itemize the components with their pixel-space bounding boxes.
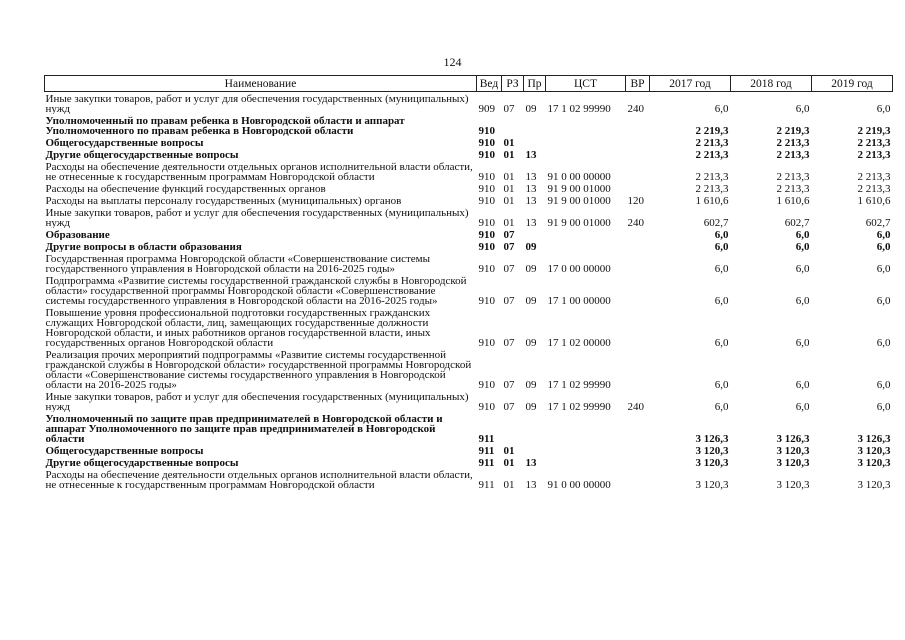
cell-2017: 602,7 (703, 217, 729, 228)
cell-2019: 6,0 (876, 295, 891, 306)
cell-cst: 91 9 00 01000 (547, 217, 611, 228)
cell-rz: 01 (503, 183, 515, 194)
table-row (45, 468, 893, 490)
cell-vr: 120 (627, 195, 644, 206)
cell-2018: 6,0 (795, 263, 810, 274)
table-row (45, 228, 893, 240)
cell-pr: 09 (525, 241, 537, 252)
cell-2019: 2 219,3 (857, 125, 891, 136)
cell-2018: 2 213,3 (776, 183, 810, 194)
cell-name: Другие общегосударственные вопросы (45, 457, 239, 468)
cell-2018: 6,0 (795, 229, 810, 240)
cell-2017: 6,0 (714, 241, 729, 252)
table-row (45, 240, 893, 252)
cell-2017: 3 120,3 (695, 445, 729, 456)
cell-2018: 6,0 (795, 337, 810, 348)
header-vr: ВР (626, 76, 650, 92)
header-cst: ЦСТ (546, 76, 626, 92)
cell-rz: 01 (503, 149, 515, 160)
cell-pr (524, 412, 546, 444)
cell-cst: 17 1 02 00000 (547, 337, 611, 348)
cell-name: Иные закупки товаров, работ и услуг для обеспечения государственных (муниципальных) нужд (45, 207, 469, 228)
cell-2019: 2 213,3 (857, 183, 891, 194)
cell-name: Общегосударственные вопросы (45, 445, 204, 456)
cell-vr (626, 160, 650, 182)
cell-2018: 3 126,3 (776, 433, 810, 444)
cell-name: Уполномоченный по правам ребенка в Новгородской области и аппарат Уполномоченного по правам ребенка в Новгородской области (45, 115, 405, 136)
cell-pr: 09 (525, 379, 537, 390)
cell-ved: 910 (478, 379, 495, 390)
cell-2017: 6,0 (714, 379, 729, 390)
cell-vr (626, 148, 650, 160)
cell-vr (626, 348, 650, 390)
cell-name: Расходы на обеспечение деятельности отдельных органов исполнительной власти области, не отнесенные к государственным программам Новгородской области (45, 469, 473, 490)
cell-pr: 09 (525, 295, 537, 306)
cell-cst (546, 456, 626, 468)
cell-rz: 07 (503, 401, 515, 412)
cell-2017: 3 126,3 (695, 433, 729, 444)
cell-2017: 6,0 (714, 337, 729, 348)
cell-vr (626, 444, 650, 456)
cell-2019: 6,0 (876, 263, 891, 274)
table-row (45, 160, 893, 182)
cell-2019: 3 120,3 (857, 479, 891, 490)
cell-name: Повышение уровня профессиональной подготовки государственных гражданских служащих Новгородской области, лиц, замещающих государственные должности Новгородской области, и иных работников органов государственной власти, иных государственных органов Новгородской области (45, 307, 431, 348)
cell-ved: 910 (478, 337, 495, 348)
cell-2019: 6,0 (876, 103, 891, 114)
cell-2018: 2 213,3 (776, 149, 810, 160)
cell-2017: 1 610,6 (695, 195, 729, 206)
cell-rz: 07 (503, 103, 515, 114)
cell-rz: 07 (503, 295, 515, 306)
cell-2017: 6,0 (714, 401, 729, 412)
cell-2018: 3 120,3 (776, 445, 810, 456)
budget-table (44, 75, 893, 490)
table-row (45, 194, 893, 206)
header-rz: РЗ (502, 76, 524, 92)
cell-2019: 6,0 (876, 241, 891, 252)
table-row (45, 390, 893, 412)
cell-2017: 6,0 (714, 295, 729, 306)
cell-ved: 910 (478, 401, 495, 412)
cell-pr: 13 (525, 217, 537, 228)
cell-ved: 910 (478, 149, 495, 160)
cell-pr: 13 (525, 195, 537, 206)
cell-cst (546, 148, 626, 160)
header-name: Наименование (45, 76, 477, 92)
cell-2019: 1 610,6 (857, 195, 891, 206)
table-row (45, 182, 893, 194)
page-number: 124 (443, 55, 462, 69)
cell-cst (546, 228, 626, 240)
table-row (45, 274, 893, 306)
cell-2017: 2 219,3 (695, 125, 729, 136)
cell-pr (524, 136, 546, 148)
cell-vr: 240 (627, 401, 644, 412)
cell-cst (546, 444, 626, 456)
cell-2019: 6,0 (876, 337, 891, 348)
cell-cst: 17 0 00 00000 (547, 263, 611, 274)
cell-2019: 2 213,3 (857, 171, 891, 182)
table-row (45, 148, 893, 160)
cell-name: Расходы на обеспечение деятельности отдельных органов исполнительной власти области, не отнесенные к государственным программам Новгородской области (45, 161, 473, 182)
cell-vr: 240 (627, 217, 644, 228)
cell-pr: 13 (525, 171, 537, 182)
cell-name: Государственная программа Новгородской области «Совершенствование системы государственного управления в Новгородской области на 2016-2025 годы» (45, 253, 431, 274)
cell-2018: 2 219,3 (776, 125, 810, 136)
cell-2019: 3 120,3 (857, 457, 891, 468)
cell-cst (546, 240, 626, 252)
table-row (45, 444, 893, 456)
cell-cst: 91 9 00 01000 (547, 183, 611, 194)
table-row (45, 114, 893, 136)
cell-rz: 07 (503, 241, 515, 252)
table-row (45, 92, 893, 115)
cell-2018: 602,7 (784, 217, 810, 228)
cell-2017: 2 213,3 (695, 171, 729, 182)
cell-cst: 91 0 00 00000 (547, 171, 611, 182)
cell-vr (626, 240, 650, 252)
cell-2017: 2 213,3 (695, 149, 729, 160)
table-row (45, 252, 893, 274)
cell-pr (524, 114, 546, 136)
header-2019: 2019 год (812, 76, 893, 92)
table-row (45, 206, 893, 228)
cell-2018: 2 213,3 (776, 137, 810, 148)
cell-2018: 6,0 (795, 241, 810, 252)
cell-2017: 6,0 (714, 103, 729, 114)
cell-vr (626, 412, 650, 444)
cell-2018: 6,0 (795, 103, 810, 114)
cell-cst: 17 1 02 99990 (547, 379, 611, 390)
cell-rz: 01 (503, 171, 515, 182)
cell-2017: 6,0 (714, 263, 729, 274)
table-row (45, 456, 893, 468)
cell-2017: 6,0 (714, 229, 729, 240)
header-ved: Вед (477, 76, 502, 92)
cell-2018: 2 213,3 (776, 171, 810, 182)
table-row (45, 136, 893, 148)
cell-vr (626, 252, 650, 274)
cell-rz: 07 (503, 229, 515, 240)
cell-rz: 01 (503, 195, 515, 206)
cell-pr: 09 (525, 337, 537, 348)
table-header-row (45, 76, 893, 92)
cell-2019: 602,7 (865, 217, 891, 228)
cell-name: Общегосударственные вопросы (45, 137, 204, 148)
cell-name: Подпрограмма «Развитие системы государственной гражданской службы в Новгородской области» государственной программы Новгородской области «Совершенствование системы государственного управления в Новгородской области на 2016-2025 годы» (45, 275, 467, 306)
cell-cst: 91 9 00 01000 (547, 195, 611, 206)
cell-ved: 910 (478, 125, 495, 136)
cell-2019: 6,0 (876, 379, 891, 390)
cell-2018: 1 610,6 (776, 195, 810, 206)
cell-ved: 910 (478, 263, 495, 274)
cell-vr (626, 274, 650, 306)
cell-vr (626, 136, 650, 148)
cell-name: Образование (45, 229, 110, 240)
cell-vr (626, 182, 650, 194)
cell-2018: 6,0 (795, 379, 810, 390)
cell-2017: 2 213,3 (695, 183, 729, 194)
cell-pr: 13 (525, 183, 537, 194)
cell-2017: 2 213,3 (695, 137, 729, 148)
cell-rz: 01 (503, 457, 515, 468)
cell-name: Расходы на обеспечение функций государственных органов (45, 183, 326, 194)
table-body (45, 92, 893, 491)
cell-cst (546, 136, 626, 148)
cell-2019: 6,0 (876, 401, 891, 412)
cell-name: Иные закупки товаров, работ и услуг для обеспечения государственных (муниципальных) нужд (45, 93, 469, 114)
cell-rz (502, 114, 524, 136)
cell-cst: 17 1 00 00000 (547, 295, 611, 306)
cell-vr (626, 456, 650, 468)
cell-2018: 3 120,3 (776, 457, 810, 468)
cell-name: Иные закупки товаров, работ и услуг для обеспечения государственных (муниципальных) нужд (45, 391, 469, 412)
cell-cst (546, 114, 626, 136)
cell-ved: 911 (478, 433, 495, 444)
cell-name: Уполномоченный по защите прав предпринимателей в Новгородской области и аппарат Уполномоченного по защите прав предпринимателей в Новгородской области (45, 413, 443, 444)
cell-rz: 07 (503, 379, 515, 390)
cell-2019: 3 126,3 (857, 433, 891, 444)
cell-pr: 13 (525, 149, 537, 160)
cell-vr (626, 468, 650, 490)
cell-rz (502, 412, 524, 444)
cell-ved: 910 (478, 241, 495, 252)
cell-2019: 6,0 (876, 229, 891, 240)
cell-2018: 3 120,3 (776, 479, 810, 490)
cell-name: Другие вопросы в области образования (45, 241, 242, 252)
cell-cst (546, 412, 626, 444)
cell-rz: 01 (503, 137, 515, 148)
cell-rz: 01 (503, 217, 515, 228)
cell-name: Реализация прочих мероприятий подпрограммы «Развитие системы государственной гражданской службы в Новгородской области» государственной программы Новгородской области «Совершенствование системы государственного управления в Новгородской области на 2016-2025 годы» (45, 349, 472, 390)
cell-ved: 910 (478, 183, 495, 194)
cell-vr (626, 228, 650, 240)
cell-2019: 2 213,3 (857, 149, 891, 160)
cell-ved: 909 (478, 103, 495, 114)
table-row (45, 412, 893, 444)
cell-rz: 07 (503, 337, 515, 348)
cell-name: Другие общегосударственные вопросы (45, 149, 239, 160)
cell-cst: 17 1 02 99990 (547, 103, 611, 114)
header-pr: Пр (524, 76, 546, 92)
cell-rz: 01 (503, 445, 515, 456)
cell-ved: 910 (478, 137, 495, 148)
cell-ved: 911 (478, 457, 495, 468)
cell-pr (524, 228, 546, 240)
cell-2017: 3 120,3 (695, 479, 729, 490)
cell-2019: 3 120,3 (857, 445, 891, 456)
cell-pr: 09 (525, 103, 537, 114)
cell-pr: 13 (525, 479, 537, 490)
cell-pr: 09 (525, 401, 537, 412)
cell-ved: 910 (478, 229, 495, 240)
cell-cst: 91 0 00 00000 (547, 479, 611, 490)
table-row (45, 348, 893, 390)
cell-2018: 6,0 (795, 295, 810, 306)
header-2017: 2017 год (650, 76, 731, 92)
cell-2018: 6,0 (795, 401, 810, 412)
cell-ved: 911 (478, 445, 495, 456)
table-row (45, 306, 893, 348)
cell-vr (626, 306, 650, 348)
cell-vr: 240 (627, 103, 644, 114)
cell-cst: 17 1 02 99990 (547, 401, 611, 412)
cell-ved: 910 (478, 195, 495, 206)
cell-ved: 911 (478, 479, 495, 490)
cell-ved: 910 (478, 217, 495, 228)
cell-vr (626, 114, 650, 136)
cell-pr: 13 (525, 457, 537, 468)
header-2018: 2018 год (731, 76, 812, 92)
cell-2019: 2 213,3 (857, 137, 891, 148)
cell-rz: 01 (503, 479, 515, 490)
cell-name: Расходы на выплаты персоналу государственных (муниципальных) органов (45, 195, 402, 206)
cell-ved: 910 (478, 295, 495, 306)
cell-pr (524, 444, 546, 456)
cell-pr: 09 (525, 263, 537, 274)
cell-ved: 910 (478, 171, 495, 182)
cell-rz: 07 (503, 263, 515, 274)
cell-2017: 3 120,3 (695, 457, 729, 468)
